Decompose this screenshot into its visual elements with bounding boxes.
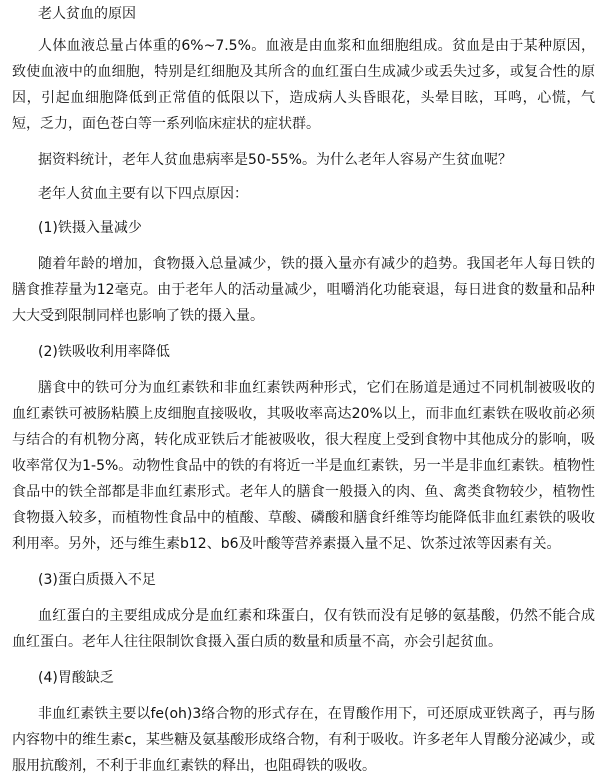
section-body-iron-intake: 随着年龄的增加，食物摄入总量减少，铁的摄入量亦有减少的趋势。我国老年人每日铁的膳食推荐量为12毫克。由于老年人的活动量减少，咀嚼消化功能衰退，每日进食的数量和品种大大受到限制同样也影响了铁的摄入量。 — [12, 256, 595, 324]
section-body-gastric-acid: 非血红素铁主要以fe(oh)3络合物的形式存在，在胃酸作用下，可还原成亚铁离子，再与肠内容物中的维生素c，某些糖及氨基酸形成络合物，有利于吸收。许多老年人胃酸分泌减少，或服用抗酸剂，不利于非血红素铁的释出，也阻碍铁的吸收。 — [12, 706, 595, 774]
section-heading-protein-intake: (3)蛋白质摄入不足 — [38, 572, 156, 588]
summary-paragraph: 老年人贫血主要有以下四点原因： — [38, 186, 248, 202]
section-heading-iron-intake: (1)铁摄入量减少 — [38, 220, 142, 236]
section-body-iron-absorption: 膳食中的铁可分为血红素铁和非血红素铁两种形式，它们在肠道是通过不同机制被吸收的血红素铁可被肠粘膜上皮细胞直接吸收，其吸收率高达20%以上，而非血红素铁在吸收前必须与结合的有机物分离，转化成亚铁后才能被吸收，很大程度上受到食物中其他成分的影响，吸收率常仅为1-5%。动物性食品中的铁的有将近一半是血红素铁，另一半是非血红素铁。植物性食品中的铁全部都是非血红素形式。老年人的膳食一般摄入的肉、鱼、禽类食物较少，植物性食物摄入较多，而植物性食品中的植酸、草酸、磷酸和膳食纤维等均能降低非血红素铁的吸收利用率。另外，还与维生素b12、b6及叶酸等营养素摄入量不足、饮茶过浓等因素有关。 — [12, 380, 595, 552]
section-body-protein-intake: 血红蛋白的主要组成成分是血红素和珠蛋白，仅有铁而没有足够的氨基酸，仍然不能合成血红蛋白。老年人往往限制饮食摄入蛋白质的数量和质量不高，亦会引起贫血。 — [12, 608, 595, 650]
article-title: 老人贫血的原因 — [38, 6, 136, 22]
statistics-paragraph: 据资料统计，老年人贫血患病率是50-55%。为什么老年人容易产生贫血呢？ — [38, 152, 512, 168]
section-heading-iron-absorption: (2)铁吸收利用率降低 — [38, 344, 170, 360]
intro-paragraph: 人体血液总量占体重的6%~7.5%。血液是由血浆和血细胞组成。贫血是由于某种原因，致使血液中的血细胞，特别是红细胞及其所含的血红蛋白生成减少或丢失过多，或复合性的原因，引起血细胞降低到正常值的低限以下，造成病人头昏眼花，头晕目眩，耳鸣，心慌，气短，乏力，面色苍白等一系列临床症状的症状群。 — [12, 38, 595, 132]
section-heading-gastric-acid: (4)胃酸缺乏 — [38, 670, 114, 686]
